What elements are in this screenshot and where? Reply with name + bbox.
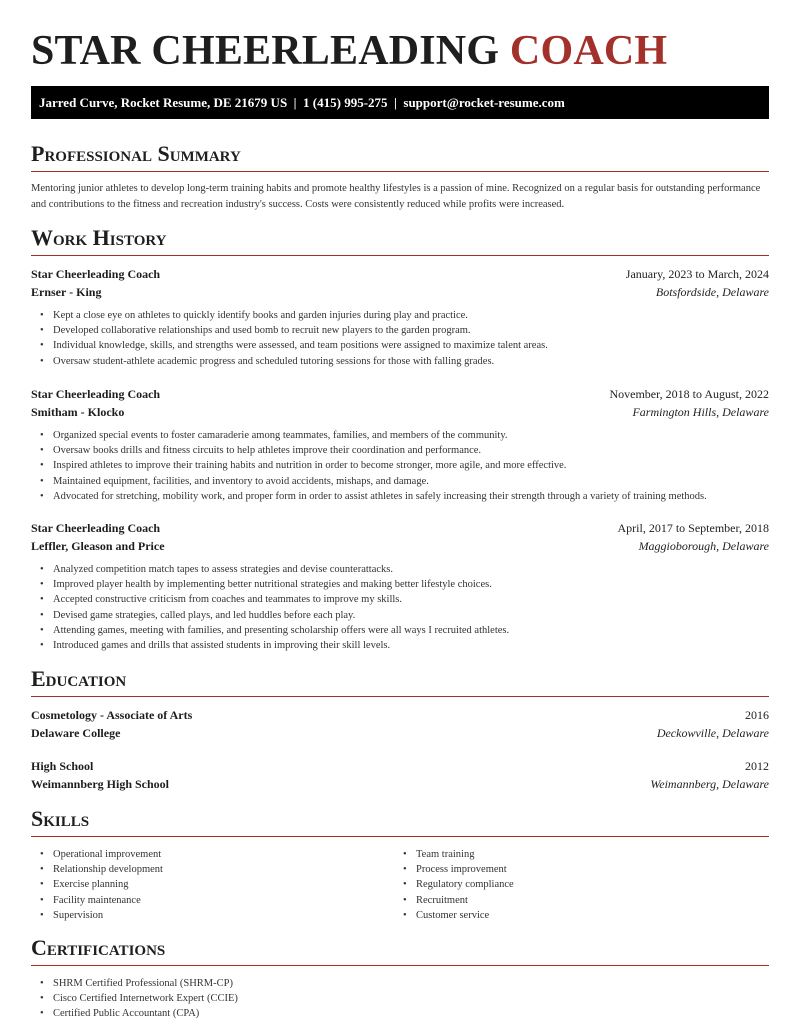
summary-heading: Professional Summary: [31, 141, 769, 172]
list-item: • Devised game strategies, called plays, and led huddles before each play.: [53, 608, 753, 623]
job-company: Smitham - Klocko: [31, 405, 125, 419]
skill-item: • Supervision: [53, 908, 393, 923]
list-item: • Accepted constructive criticism from coaches and teammates to improve my skills.: [53, 592, 753, 607]
skill-item: • Exercise planning: [53, 877, 393, 892]
certifications-list: [53, 976, 753, 1022]
job-dates: November, 2018 to August, 2022: [609, 387, 769, 401]
skill-item: • Process improvement: [416, 862, 756, 877]
education-school-row: [31, 724, 769, 742]
job-bullets: [53, 308, 753, 369]
job-company-row: [31, 537, 769, 555]
list-item: • Individual knowledge, skills, and strengths were assessed, and team positions were assigned to maximize talent areas.: [53, 338, 753, 353]
list-item: • Analyzed competition match tapes to assess strategies and devise counterattacks.: [53, 562, 753, 577]
skill-item: • Operational improvement: [53, 847, 393, 862]
title-main: STAR CHEERLEADING: [31, 28, 500, 74]
job-location: Botsfordside, Delaware: [655, 285, 769, 299]
job-company: Leffler, Gleason and Price: [31, 539, 165, 553]
job-company-row: [31, 283, 769, 301]
summary-text: Mentoring junior athletes to develop long-term training habits and promote healthy lifestyles is a passion of mine. Recognized on a regular basis for outstanding performance and contributions to the fitness and recreation industry's success. Costs were consistently reduced while profits were increased.: [31, 183, 761, 210]
skill-item: • Recruitment: [416, 893, 756, 908]
job-bullets: [53, 428, 753, 504]
education-degree: Cosmetology - Associate of Arts: [31, 708, 193, 722]
job-dates: January, 2023 to March, 2024: [625, 267, 769, 281]
resume-title: [31, 28, 667, 74]
list-item: • Oversaw books drills and fitness circuits to help athletes improve their coordination and performance.: [53, 443, 753, 458]
education-heading: Education: [31, 666, 769, 697]
skill-item: • Relationship development: [53, 862, 393, 877]
education-header: [31, 757, 769, 775]
education-year: 2016: [745, 708, 769, 722]
job-header: [31, 519, 769, 537]
job-bullets: [53, 562, 753, 653]
job-title: Star Cheerleading Coach: [31, 267, 161, 281]
list-item: • Inspired athletes to improve their training habits and nutrition in order to become stronger, more agile, and more effective.: [53, 458, 753, 473]
skill-item: • Regulatory compliance: [416, 877, 756, 892]
job-dates: April, 2017 to September, 2018: [617, 521, 769, 535]
job-company: Ernser - King: [31, 285, 102, 299]
list-item: • Developed collaborative relationships and used bomb to recruit new players to the garden program.: [53, 323, 753, 338]
education-school: Delaware College: [31, 726, 121, 740]
certification-item: • SHRM Certified Professional (SHRM-CP): [53, 976, 753, 991]
job-location: Maggioborough, Delaware: [638, 539, 769, 553]
skill-item: • Customer service: [416, 908, 756, 923]
certification-item: • Certified Public Accountant (CPA): [53, 1006, 753, 1021]
education-year: 2012: [745, 759, 769, 773]
skill-item: • Team training: [416, 847, 756, 862]
list-item: • Introduced games and drills that assisted students in improving their skill levels.: [53, 638, 753, 653]
education-header: [31, 706, 769, 724]
job-header: [31, 385, 769, 403]
contact-bar: Jarred Curve, Rocket Resume, DE 21679 US | 1 (415) 995-275 | support@rocket-resume.com: [31, 86, 769, 119]
skill-item: • Facility maintenance: [53, 893, 393, 908]
skills-heading: Skills: [31, 806, 769, 837]
skills-list-right: [416, 847, 756, 923]
list-item: • Oversaw student-athlete academic progress and scheduled tutoring sessions for those with falling grades.: [53, 354, 753, 369]
education-location: Weimannberg, Delaware: [650, 777, 769, 791]
list-item: • Improved player health by implementing better nutritional strategies and making better lifestyle choices.: [53, 577, 753, 592]
education-degree: High School: [31, 759, 94, 773]
certification-item: • Cisco Certified Internetwork Expert (CCIE): [53, 991, 753, 1006]
job-title: Star Cheerleading Coach: [31, 387, 161, 401]
job-location: Farmington Hills, Delaware: [632, 405, 769, 419]
job-header: [31, 265, 769, 283]
job-company-row: [31, 403, 769, 421]
list-item: • Maintained equipment, facilities, and inventory to avoid accidents, mishaps, and damage.: [53, 474, 753, 489]
education-school: Weimannberg High School: [31, 777, 170, 791]
title-accent: COACH: [509, 28, 668, 74]
list-item: • Organized special events to foster camaraderie among teammates, families, and members of the community.: [53, 428, 753, 443]
job-title: Star Cheerleading Coach: [31, 521, 161, 535]
education-location: Deckowville, Delaware: [656, 726, 769, 740]
list-item: • Attending games, meeting with families, and presenting scholarship offers were all ways I recruited athletes.: [53, 623, 753, 638]
certifications-heading: Certifications: [31, 935, 769, 966]
work-history-heading: Work History: [31, 225, 769, 256]
education-school-row: [31, 775, 769, 793]
list-item: • Kept a close eye on athletes to quickly identify books and garden injuries during play and practice.: [53, 308, 753, 323]
skills-list-left: [53, 847, 393, 923]
list-item: • Advocated for stretching, mobility work, and proper form in order to assist athletes in safely increasing their strength through a variety of training methods.: [53, 489, 753, 504]
